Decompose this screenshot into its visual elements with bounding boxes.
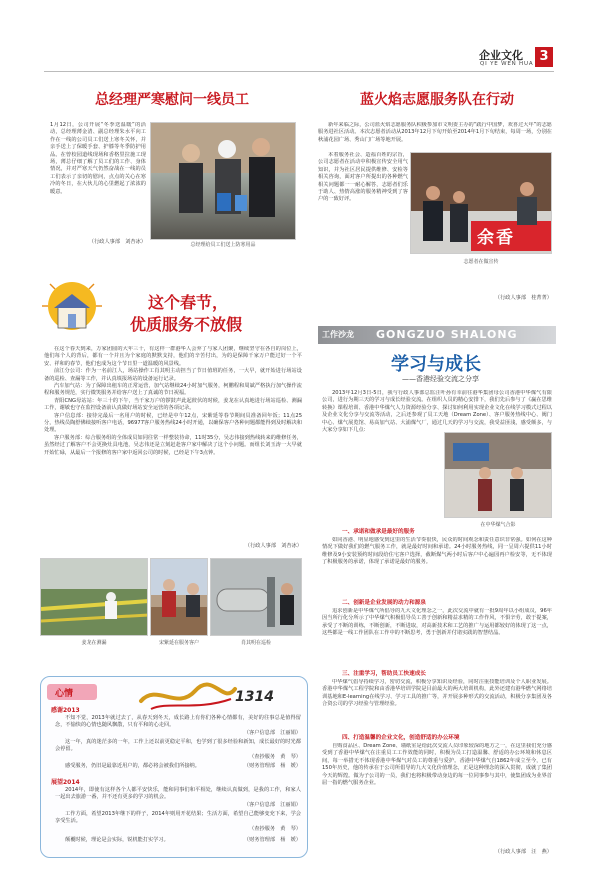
entry-signature: （查抄服务 黄 琴）	[249, 754, 301, 760]
salon-banner	[318, 326, 556, 344]
entry-text: 感受服务，仍旧是最靠近用户的，都必将会被我们所接纳。	[65, 763, 200, 769]
entry-signature: （财务管理部 杨 媛）	[243, 837, 301, 843]
sun-house-logo	[40, 280, 108, 334]
article-signature: （行政人事部 桂菁菁）	[494, 295, 552, 301]
entry-signature: （客户信息部 江丽娟）	[243, 730, 301, 736]
entry-text: 颠覆时候，理论是会实际，锐机能打实学习。	[65, 837, 169, 843]
photo-volunteers	[410, 152, 552, 254]
photo-customer-service	[150, 558, 208, 636]
article-leader-visit	[44, 90, 300, 260]
photo-caption: 姜龙在测漏	[81, 640, 107, 646]
entry-text: 工作方面，希望2013年继下的样子，2014年则用开花结果；生活方面，希望自己能够变充下来，学会享受生活。	[55, 811, 301, 825]
entry-signature: （财务管理部 杨 媛）	[243, 763, 301, 769]
paragraph: 前江分公司：作为一名前江人，场站操作工肖其明主动担当了节日值班的任务，一大早，就开始进行场站设备的巡检、查漏等工作，并认真填报场站的设备运行记录。	[44, 368, 302, 382]
section-2013: 感谢2013	[51, 707, 80, 714]
article-signature: （行政人事部 刘杏冰）	[244, 543, 302, 549]
entry-signature: （查抄服务 黄 琴）	[249, 826, 301, 832]
article-body-main: 本着服务社会、造福百姓的宗旨，公司志愿者在活动中积极宣传安全用气知识，并为社区居民提供维修、安检等相关咨询，面对客户所提出的各种燃气相关问题都一一耐心解答，志愿者们乐于助人、热情高涨的服务精神受到了客户的一致好评。	[318, 152, 408, 203]
calligraphy-title-art	[137, 681, 287, 713]
article-signature: （行政人事部 汪 燕）	[494, 849, 552, 855]
paragraph: 汽车加气站：为了保障出租车的正常运营，加气站继续24小时加气服务，柯鹏程和周斌严格执行加气操作流程和服务规范，实行微笑服务并给客户送上了真诚的节日祝福。	[44, 383, 302, 397]
article-title: 总经理严寒慰问一线员工	[95, 92, 249, 108]
section-2014: 展望2014	[51, 779, 80, 786]
title-number: 1314	[235, 689, 274, 705]
article-signature: （行政人事部 刘杏冰）	[88, 239, 146, 245]
photo-inspection	[210, 558, 302, 636]
page-number: 3	[535, 47, 553, 67]
article-body-intro: 新年来临之际，公司蓝火焰志愿服务队积极参加市文明委主办的“践行中国梦，欢喜过大年”的志愿服务进社区活动。本次志愿者活动从2013年12月下旬开始至2014年1月下旬结束，每周一场，分别在秋浦花园广场、秀山门广场等地开展。	[318, 122, 552, 143]
photo-caption: 总经理给员工们送上防寒用品	[190, 242, 256, 248]
paragraph: 客户服务部：综合服务组的全体成员如同往常一样整装待命，11时35分，吴志伟接到热线转来的维修任务，虽然经过了解客户不会更换灶具电池，吴志伟还是立刻赶赴客户家中解决了这个小问题。而组长刘玉涛一大早就开始忙碌，从最后一个报修的客户家中返回公司的时候，已经是下午3点钟。	[44, 434, 302, 456]
photo-leak-test	[40, 558, 148, 636]
section-body: 自购食品区、Dream Zone、墙纸室是给此次交流人员印象较深的地方之一，在这里我们充分感受到了香港中华煤气在注重员工工作效能的同时，积极为员工打造温馨、舒适的办公环境和休息区间，每一举措无不体现香港中华煤气对员工的尊重与爱护。香港中华煤气自1862年成立至今，已有150年历史，他的传承在于公司所倡导的九大文化价值理念，正是这种理念的深入贯彻，成就了集团今天的辉煌。做为子公司的一员，我们也将积极带动身边的每一位同事参与其中，使集团成为业界首屈一指的燃气服务企业。	[322, 743, 552, 787]
article-subtitle: ——香港经验交流之分享	[402, 375, 479, 383]
article-body: 1月12日，公司开展“冬季送温暖”的活动，总经理薄金清、副总经理朱水平向工作在一线的公司员工们送上寒冬关怀，并亲手送上了保暖手套、护膝等冬季防护用品。在曾校园道线现场和香格里拉施工现场，薄总仔细了解了员工们的工作、身体情况，并对严寒天气仍然奋战在一线的员工们表示了亲切的慰问，点点的关心在寒冷的冬日，在大伙儿的心里燃起了浓浓的暖意。	[50, 122, 146, 195]
article-intro: 2013年12月3日-5日，我与行政人事部总监汪叶孙有幸前往港华集团母公司香港中华煤气有限公司，进行为期三天的学习与成长经验交流。在组织人员的精心安排下，我们先后参与了《赢在思维转换》课程培训、香港中华煤气人力资源经验分享、探讨如何利用实现企业文化在线学习模式过程以及企业文化分享与交流等活动，之后还参观了员工天地（Dream Zone）、客户服务热线中心、阀门中心、煤气展览馆、易高加气站、大浦煤气厂，通过几天的学习与交流，我受益匪浅，感受颇多，与大家分享如下几点：	[322, 390, 552, 434]
photo-caption: 在中华煤气合影	[480, 522, 516, 528]
photo-caption: 肖其明在巡检	[240, 640, 271, 646]
entry-text: 这一年，真的迷茫多的一年，工作上还以前更稳定平和，也学到了很多经验和新知，成长最好的时光都会停留。	[55, 739, 301, 753]
photo-caption: 宋紫延在服务客户	[158, 640, 199, 646]
article-title: 学习与成长	[391, 354, 481, 375]
header-rule	[44, 71, 554, 72]
section-body: 追求创新是中华煤气所倡导的九大文化理念之一，此次交流中就有一批9周年以小组成员，96年因当所行化分所示了中华煤气积极倡导员工善于创新和精益求精的工作作风，不惧辛劳，敢于提案，承受了不断的训练，不断创新，不断进取，对高新技术和工艺的推广与运用都较好的体现了这一点，这些都是一线工作团队在工作中的不断思考，勇于创新并付诸实践的智慧结晶。	[322, 608, 552, 637]
page-header	[0, 0, 600, 70]
section-body: 如同香港、明显地感受到这里的生活节奏很快，民众的时间观念和责任意识非常强。如何在这种情况下做好我们的燃气服务工作，就是最好时间和承诺。24小时服务热线，同一呈周六提供11小时维修及9小安装预约时间段给住宅客户选择，截断煤气两小时后客户中心遍园再户检安等，无不体现了积极服务的承诺，体现了承诺是最好的服务。	[322, 537, 552, 566]
section-body: 中华煤气倡导持续学习，密切交流，积极分享知识及经验，同时注重技能培训及个人职业发展。香港中华煤气工程学院和由香港华培训学院是目前最大的两大培训机构，此外还建有港华燃气网络培训基地和E-learning在线学习、学习工具的推广等，并开展多种形式的交流活动，积极分享集团及各合资公司的学习经验与管理经验。	[322, 679, 552, 708]
entry-text: 2014年，即使有这样各个人都平安快乐，能和同事们和平相处，继续认真做到，是我的工作，和家人一起出去旅游一番，并不还有更多的学习的机会。	[55, 787, 301, 801]
banner-text: 余香	[477, 228, 515, 248]
article-title: 蓝火焰志愿服务队在行动	[360, 92, 514, 108]
section-title: 企业文化	[479, 49, 523, 62]
article-learning-growth	[318, 326, 556, 862]
paragraph: 青阳CNG母站站：年三十的下午，当千家万户的锣鼓声此起彼伏的时候，姜龙在认真地进行场站巡检、测漏工作，谢敏也守在监控设备前认真做好场站安全运营的各项记录。	[44, 397, 302, 412]
salon-banner-cn: 工作沙龙	[322, 330, 354, 339]
entry-signature: （客户信息部 江丽娟）	[243, 802, 301, 808]
photo-hk-group	[444, 432, 552, 518]
paragraph: 在这个春天到来，万家团圆的大年三十，有这样一群港华人会弃了与家人团聚，继续坚守在各自的岗位上，他们每个人的背后，都有一个并且为个家庭的默默支持，他们的辛苦付出，为的是保障千家万户能过好一个平安、祥和的春节，他们也成为这个节日里一道温暖的风景线。	[44, 346, 302, 367]
section-heading: 三、注重学习，帮助员工快速成长	[342, 671, 426, 677]
paragraph: 客户信息部：接待完最后一名用户的时候，已经是中午12点，宋紫延等春节期间员准备回年饭；11点25分，热线员陶舒佛续接听客户电话，96977客户服务热线24小时开通，以确保客户各种问题都能得到及时解决和处理。	[44, 412, 302, 434]
section-pinyin: QI YE WEN HUA	[480, 61, 534, 67]
mood-box	[40, 676, 308, 858]
article-title-line2: 优质服务不放假	[130, 315, 243, 334]
salon-banner-py: GONGZUO SHALONG	[376, 328, 518, 341]
section-heading: 四、打造温馨的企业文化，创造舒适的办公环境	[342, 735, 460, 741]
section-heading: 二、创新是企业发展的动力和源泉	[342, 600, 426, 606]
article-title-line1: 这个春节，	[148, 293, 229, 312]
photo-caption: 志愿者在做宣传	[463, 259, 499, 265]
entry-text: 不知不觉，2013年就过去了，从春天到冬天，成长路上有你们各种心情都有，美好的往事总是值得留念，不愉快的心情也随风飘散，只有平和的心走回。	[55, 715, 301, 729]
article-volunteers	[318, 90, 556, 315]
mood-banner: 心情	[55, 689, 74, 699]
section-heading: 一、承诺和做承是最好的服务	[342, 529, 415, 535]
photo-leader-visit	[150, 122, 296, 240]
article-spring-festival	[38, 278, 308, 663]
